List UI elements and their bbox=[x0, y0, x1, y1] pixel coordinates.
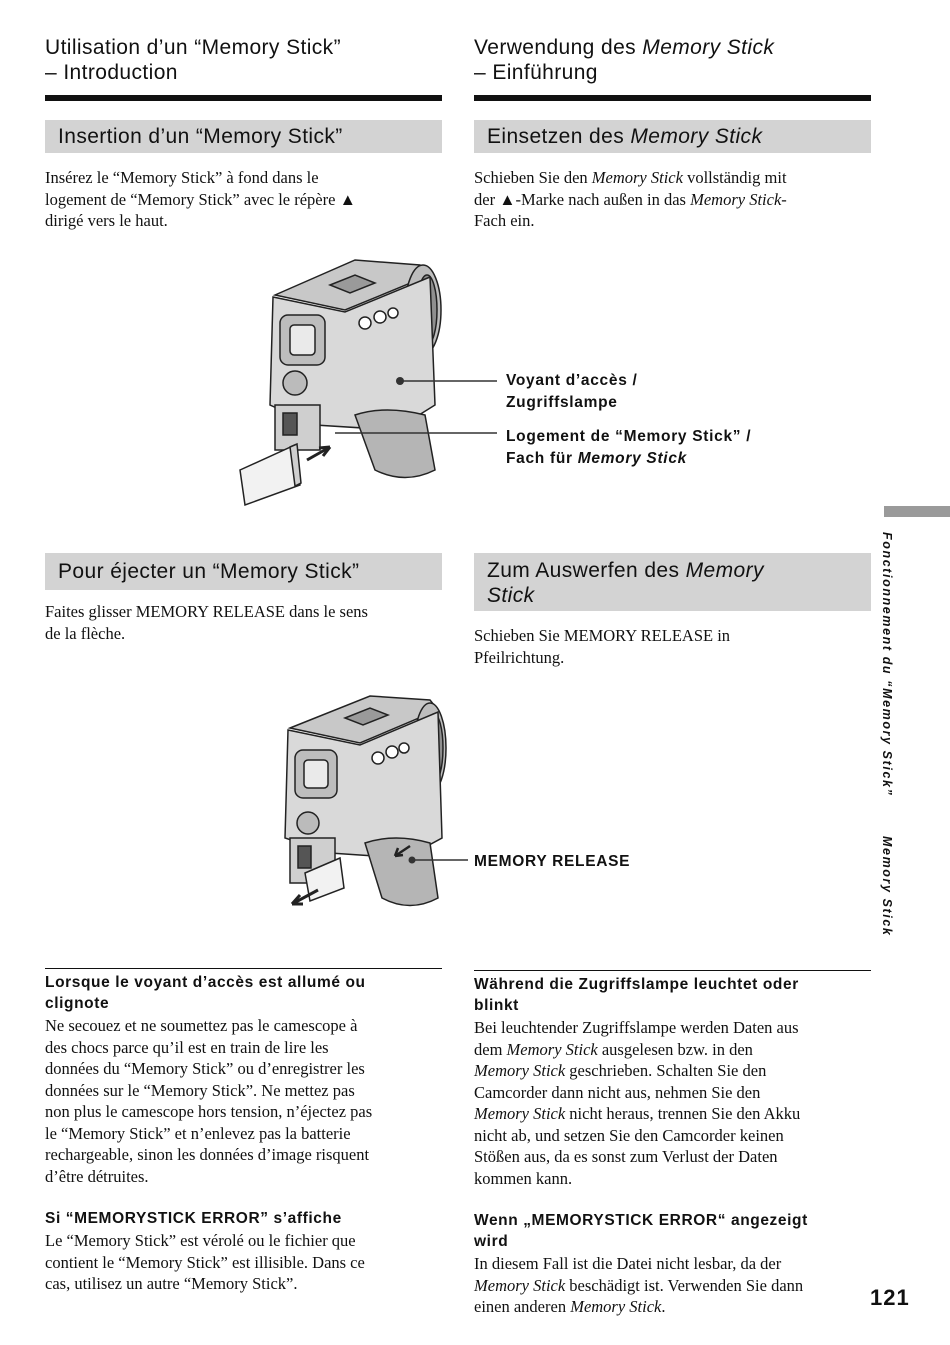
de-note-rule bbox=[474, 970, 871, 971]
de-title-rule bbox=[474, 95, 871, 101]
fr-access-heading-line: Lorsque le voyant d’accès est allumé ou bbox=[45, 974, 366, 991]
side-tab-de-label bbox=[880, 836, 894, 936]
callout-line: Voyant d’accès / bbox=[506, 372, 638, 389]
callout-memory-release bbox=[474, 851, 630, 873]
de-access-line: nicht ab, und setzen Sie den Camcorder keinen bbox=[474, 1125, 784, 1145]
de-insert-line bbox=[474, 167, 787, 189]
de-error-line bbox=[474, 1296, 803, 1318]
fr-eject-text bbox=[45, 601, 368, 644]
side-tab-fr-text: Fonctionnement du “Memory Stick” bbox=[880, 532, 894, 797]
de-access-heading bbox=[474, 974, 799, 1016]
fr-insert-line: Insérez le “Memory Stick” à fond dans le bbox=[45, 168, 319, 187]
fr-insert-line: logement de “Memory Stick” avec le répère ▲ bbox=[45, 189, 356, 209]
de-text-part: der ▲-Marke nach außen in das bbox=[474, 189, 691, 209]
callout-access-lamp bbox=[506, 370, 638, 414]
page-number-text: 121 bbox=[870, 1285, 910, 1310]
callout-line: Zugriffslampe bbox=[506, 394, 618, 411]
callout-line: Logement de “Memory Stick” / bbox=[506, 428, 752, 445]
de-page-title bbox=[474, 35, 774, 85]
de-insert-heading bbox=[474, 120, 871, 153]
de-text-part: geschrieben. Schalten Sie den bbox=[565, 1061, 767, 1080]
de-access-line: Bei leuchtender Zugriffslampe werden Daten aus bbox=[474, 1018, 799, 1037]
fr-error-heading bbox=[45, 1208, 342, 1229]
de-access-heading-line: Während die Zugriffslampe leuchtet oder bbox=[474, 976, 799, 993]
de-access-line bbox=[474, 1103, 800, 1125]
fr-access-line: données sur le “Memory Stick”. Ne mettez pas bbox=[45, 1080, 355, 1100]
fr-access-text bbox=[45, 1015, 372, 1187]
de-text-part: Schieben Sie den bbox=[474, 168, 592, 187]
de-text-part: einen anderen bbox=[474, 1297, 571, 1316]
fr-title-line1: Utilisation d’un “Memory Stick” bbox=[45, 36, 341, 59]
de-text-part: Memory Stick bbox=[474, 1061, 566, 1080]
de-heading-part: Memory bbox=[685, 559, 764, 582]
fr-access-line: non plus le camescope hors tension, n’éjectez pas bbox=[45, 1102, 373, 1121]
fr-eject-heading-text: Pour éjecter un “Memory Stick” bbox=[58, 560, 360, 583]
de-error-heading-line: wird bbox=[474, 1233, 509, 1250]
de-error-line: In diesem Fall ist die Datei nicht lesbar, da der bbox=[474, 1254, 782, 1273]
de-text-part: Memory Stick bbox=[474, 1275, 566, 1295]
side-tab-marker bbox=[884, 506, 950, 517]
de-text-part: Memory Stick bbox=[570, 1297, 662, 1316]
fr-eject-heading bbox=[45, 553, 442, 590]
fr-insert-line: dirigé vers le haut. bbox=[45, 211, 168, 230]
de-error-text bbox=[474, 1253, 803, 1318]
fr-access-heading-line: clignote bbox=[45, 995, 110, 1012]
de-access-line bbox=[474, 1060, 800, 1082]
de-eject-heading-line bbox=[487, 583, 858, 608]
fr-insert-heading bbox=[45, 120, 442, 153]
de-eject-heading bbox=[474, 553, 871, 611]
page-number bbox=[870, 1285, 910, 1311]
de-access-line: kommen kann. bbox=[474, 1168, 573, 1188]
de-eject-line: Pfeilrichtung. bbox=[474, 647, 565, 667]
fr-note-rule bbox=[45, 968, 442, 969]
fr-title-line2: – Introduction bbox=[45, 61, 178, 84]
camcorder-insert-illustration bbox=[235, 255, 510, 510]
fr-title-rule bbox=[45, 95, 442, 101]
callout-line bbox=[506, 448, 751, 470]
de-eject-heading-line bbox=[487, 558, 858, 583]
fr-insert-heading-text: Insertion d’un “Memory Stick” bbox=[58, 125, 343, 148]
de-insert-line bbox=[474, 189, 787, 211]
fr-error-text bbox=[45, 1230, 365, 1295]
de-access-heading-line: blinkt bbox=[474, 997, 519, 1014]
fr-eject-line: de la flèche. bbox=[45, 623, 126, 643]
de-insert-heading-part: Memory Stick bbox=[630, 125, 763, 148]
fr-access-line: Ne secouez et ne soumettez pas le camescope à bbox=[45, 1016, 358, 1035]
de-text-part: . bbox=[661, 1297, 666, 1316]
callout-part: Memory Stick bbox=[577, 450, 687, 467]
de-text-part: - bbox=[781, 189, 787, 209]
de-eject-line: Schieben Sie MEMORY RELEASE in bbox=[474, 626, 731, 645]
de-title-line2: – Einführung bbox=[474, 61, 598, 84]
de-insert-text bbox=[474, 167, 787, 232]
de-error-heading-line: Wenn „MEMORYSTICK ERROR“ angezeigt bbox=[474, 1212, 808, 1229]
de-title-part: Memory Stick bbox=[642, 36, 775, 59]
de-insert-line: Fach ein. bbox=[474, 211, 535, 230]
de-insert-heading-part: Einsetzen des bbox=[487, 125, 631, 148]
de-text-part: Memory Stick bbox=[690, 189, 782, 209]
camcorder-eject-illustration bbox=[270, 688, 475, 918]
de-error-heading bbox=[474, 1210, 808, 1252]
de-text-part: nicht heraus, trennen Sie den Akku bbox=[565, 1104, 801, 1123]
de-access-line bbox=[474, 1039, 800, 1061]
de-text-part: ausgelesen bzw. in den bbox=[597, 1039, 753, 1059]
fr-error-line: cas, utilisez un autre “Memory Stick”. bbox=[45, 1274, 298, 1293]
de-access-text bbox=[474, 1017, 800, 1189]
fr-error-line: Le “Memory Stick” est vérolé ou le fichier que bbox=[45, 1231, 356, 1250]
fr-access-line: données du “Memory Stick” ou d’enregistrer les bbox=[45, 1059, 365, 1078]
fr-eject-line: Faites glisser MEMORY RELEASE dans le sens bbox=[45, 602, 368, 621]
de-access-line: Camcorder dann nicht aus, nehmen Sie den bbox=[474, 1082, 761, 1102]
fr-access-line: le “Memory Stick” et n’enlevez pas la batterie bbox=[45, 1123, 351, 1143]
de-text-part: Memory Stick bbox=[474, 1104, 566, 1123]
fr-access-line: rechargeable, sinon les données d’image risquent bbox=[45, 1145, 370, 1164]
fr-error-line: contient le “Memory Stick” est illisible. Dans ce bbox=[45, 1252, 365, 1272]
de-text-part: beschädigt ist. Verwenden Sie dann bbox=[565, 1275, 804, 1295]
callout-release-text: MEMORY RELEASE bbox=[474, 853, 631, 870]
de-text-part: Memory Stick bbox=[591, 168, 683, 187]
side-tab-de-text: Memory Stick bbox=[880, 836, 894, 937]
de-title-part: Verwendung des bbox=[474, 36, 643, 59]
de-access-line: Stößen aus, da es sonst zum Verlust der Daten bbox=[474, 1147, 778, 1166]
fr-access-line: des chocs parce qu’il est en train de lire les bbox=[45, 1037, 329, 1057]
de-title-line1 bbox=[474, 35, 774, 60]
de-eject-text bbox=[474, 625, 730, 668]
fr-error-heading-text: Si “MEMORYSTICK ERROR” s’affiche bbox=[45, 1210, 342, 1227]
de-text-part: Memory Stick bbox=[506, 1039, 598, 1059]
de-error-line bbox=[474, 1275, 803, 1297]
side-tab-fr-label bbox=[880, 532, 894, 796]
fr-access-line: d’être détruites. bbox=[45, 1166, 149, 1186]
fr-access-heading bbox=[45, 972, 366, 1014]
callout-part: Fach für bbox=[506, 450, 578, 467]
callout-memory-stick-slot bbox=[506, 426, 751, 470]
de-text-part: vollständig mit bbox=[682, 168, 787, 187]
de-heading-part: Stick bbox=[487, 584, 535, 607]
fr-insert-text bbox=[45, 167, 356, 232]
fr-page-title bbox=[45, 35, 341, 85]
de-heading-part: Zum Auswerfen des bbox=[487, 559, 686, 582]
de-text-part: dem bbox=[474, 1039, 507, 1059]
